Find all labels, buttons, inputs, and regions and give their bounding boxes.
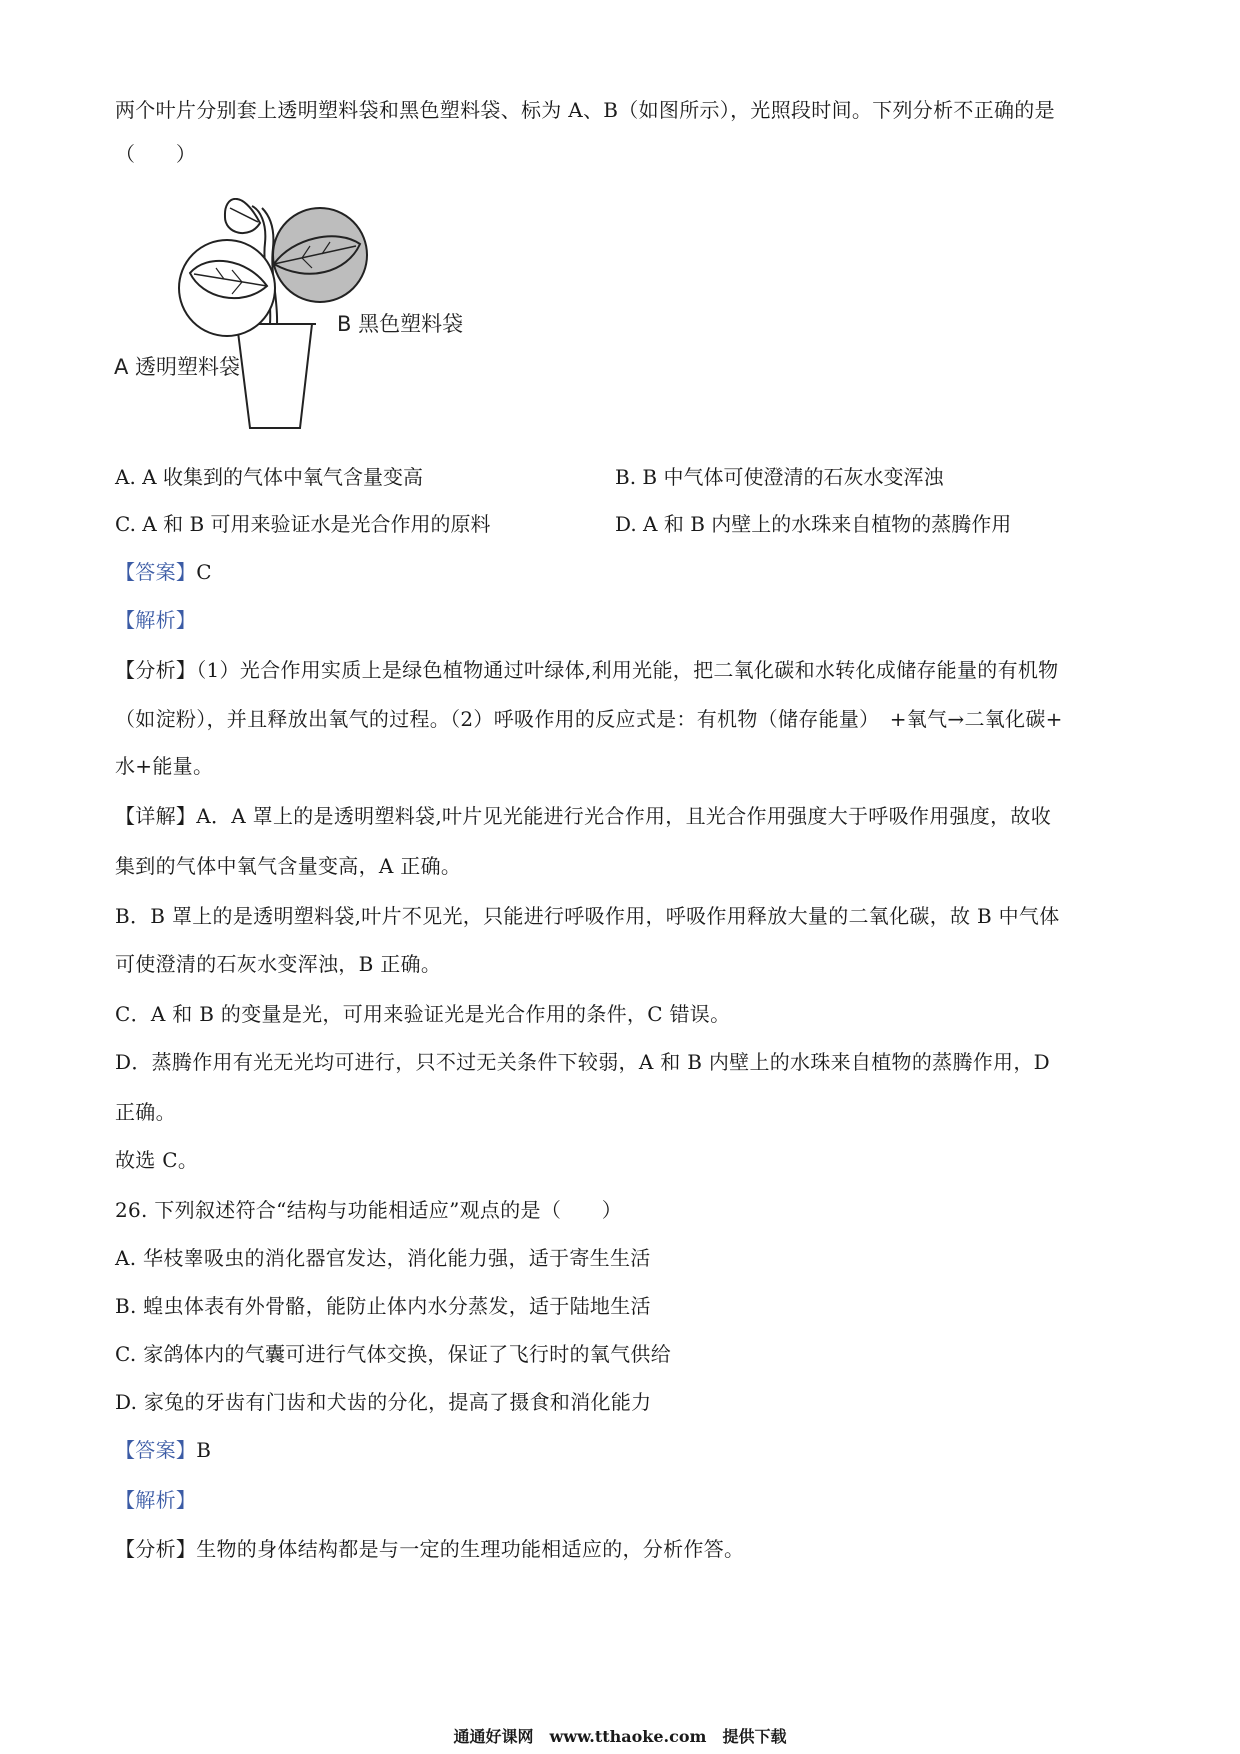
detail-a-text: A．A 罩上的是透明塑料袋,叶片见光能进行光合作用，且光合作用强度大于呼吸作用强度，故收 [196, 804, 1052, 828]
q26-answer-tag: 【答案】 [115, 1438, 197, 1462]
fenxi-line-3: 水+能量。 [115, 754, 214, 778]
answer-value: C [196, 560, 212, 584]
option-b: B. B 中气体可使澄清的石灰水变浑浊 [615, 465, 944, 489]
detail-a-line-2: 集到的气体中氧气含量变高，A 正确。 [115, 854, 462, 878]
answer-line [115, 558, 1135, 586]
option-a: A. A 收集到的气体中氧气含量变高 [115, 465, 423, 489]
q26-analysis-tag: 【解析】 [115, 1488, 197, 1512]
q26-option-b: B. 蝗虫体表有外骨骼，能防止体内水分蒸发，适于陆地生活 [115, 1294, 651, 1318]
detail-a-line-1 [115, 802, 1135, 830]
q26-fenxi-tag: 【分析】 [115, 1537, 197, 1561]
q26-option-d: D. 家兔的牙齿有门齿和犬齿的分化，提高了摄食和消化能力 [115, 1390, 652, 1414]
q26-option-a: A. 华枝睾吸虫的消化器官发达，消化能力强，适于寄生生活 [115, 1246, 651, 1270]
question-blank: （ ） [115, 142, 197, 166]
label-black-bag: B 黑色塑料袋 [337, 312, 464, 336]
flower-pot [237, 324, 312, 428]
label-transparent-bag: A 透明塑料袋 [114, 355, 241, 379]
question-26-stem: 26. 下列叙述符合“结构与功能相适应”观点的是（ ） [115, 1198, 623, 1222]
plant-figure [112, 198, 492, 438]
option-c: C. A 和 B 可用来验证水是光合作用的原料 [115, 512, 491, 536]
top-leaf [225, 199, 260, 233]
q26-answer-line [115, 1436, 1135, 1464]
detail-b-line-1: B．B 罩上的是透明塑料袋,叶片不见光，只能进行呼吸作用，呼吸作用释放大量的二氧化碳，故 B 中气体 [115, 904, 1060, 928]
q26-analysis-heading [115, 1486, 1135, 1514]
option-d: D. A 和 B 内壁上的水珠来自植物的蒸腾作用 [615, 512, 1012, 536]
answer-tag: 【答案】 [115, 560, 197, 584]
fenxi-tag: 【分析】 [115, 658, 197, 682]
q26-fenxi-line [115, 1535, 1135, 1563]
detail-c-line-1: C．A 和 B 的变量是光，可用来验证光是光合作用的条件，C 错误。 [115, 1002, 731, 1026]
q26-fenxi-text: 生物的身体结构都是与一定的生理功能相适应的，分析作答。 [196, 1537, 745, 1561]
fenxi-text-1: （1）光合作用实质上是绿色植物通过叶绿体,利用光能，把二氧化碳和水转化成储存能量的有机物 [196, 658, 1059, 682]
question-stem: 两个叶片分别套上透明塑料袋和黑色塑料袋、标为 A、B（如图所示），光照段时间。下列分析不正确的是 [115, 98, 1055, 122]
fenxi-line-2: （如淀粉），并且释放出氧气的过程。（2）呼吸作用的反应式是：有机物（储存能量） +氧气→二氧化碳+ [115, 707, 1063, 731]
detail-b-line-2: 可使澄清的石灰水变浑浊，B 正确。 [115, 952, 442, 976]
q26-answer-value: B [196, 1438, 212, 1462]
fenxi-line-1 [115, 656, 1135, 684]
detail-d-line-2: 正确。 [115, 1100, 176, 1124]
detail-d-line-1: D．蒸腾作用有光无光均可进行，只不过无关条件下较弱，A 和 B 内壁上的水珠来自植物的蒸腾作用，D [115, 1050, 1050, 1074]
q26-option-c: C. 家鸽体内的气囊可进行气体交换，保证了飞行时的氧气供给 [115, 1342, 672, 1366]
analysis-heading [115, 606, 1135, 634]
analysis-tag: 【解析】 [115, 608, 197, 632]
page-footer: 通通好课网 www.tthaoke.com 提供下载 [453, 1727, 787, 1746]
conclusion: 故选 C。 [115, 1148, 199, 1172]
xiangjie-tag: 【详解】 [115, 804, 197, 828]
